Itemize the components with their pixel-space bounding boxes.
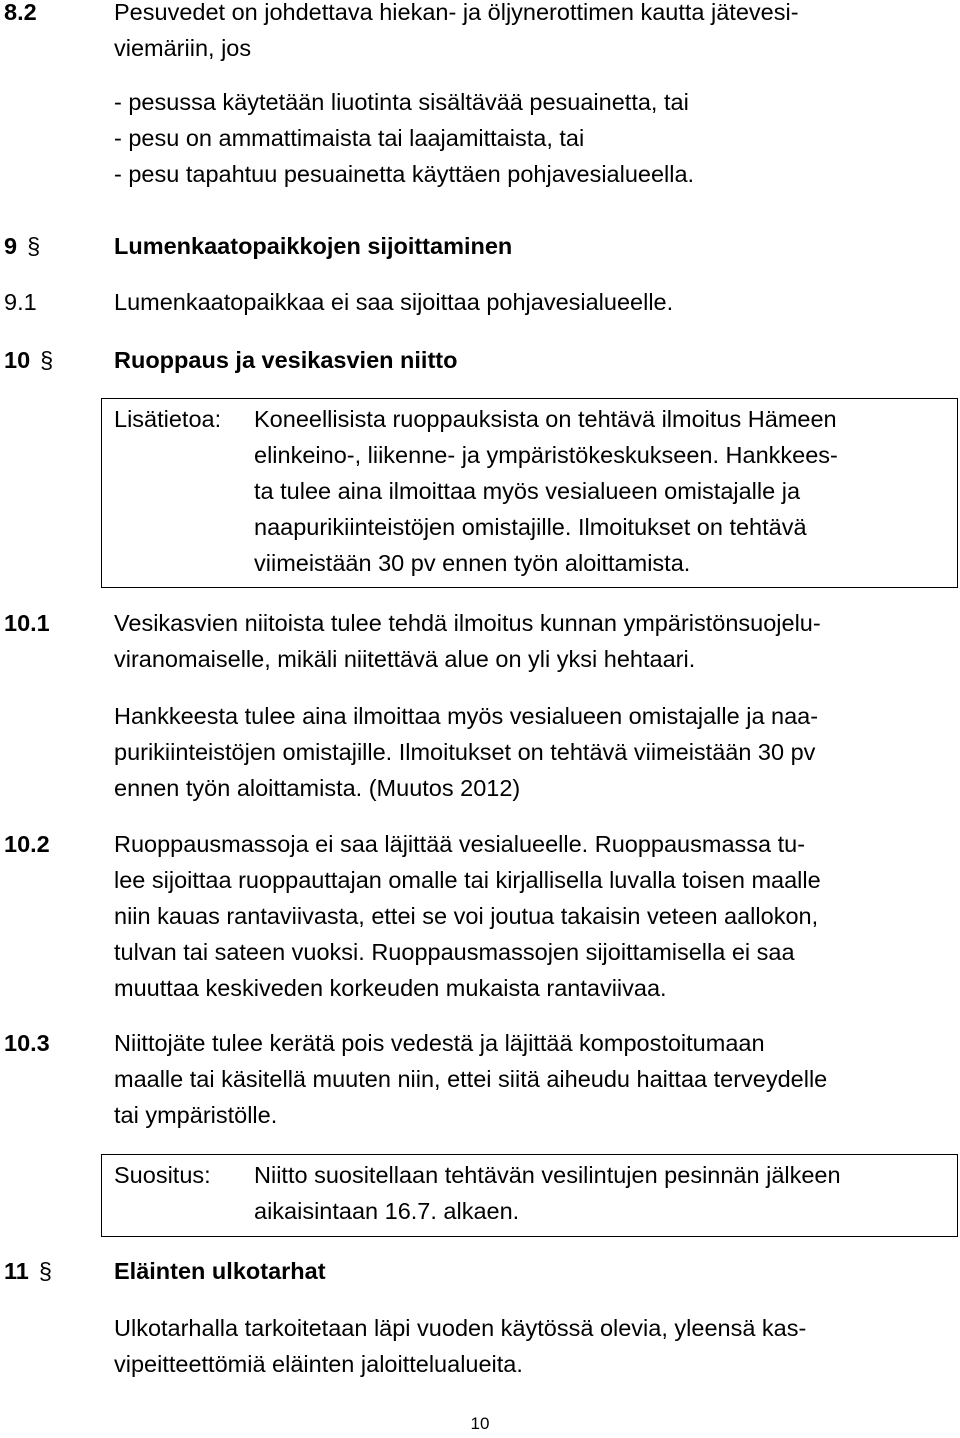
info-box-text xyxy=(254,401,939,581)
section-heading-number: 10 § xyxy=(4,342,53,378)
text-line: purikiinteistöjen omistajille. Ilmoitukset on tehtävä viimeistään 30 pv xyxy=(114,739,816,765)
section-heading-title: Ruoppaus ja vesikasvien niitto xyxy=(114,347,458,373)
text-line: Vesikasvien niitoista tulee tehdä ilmoitus kunnan ympäristönsuojelu- xyxy=(114,610,821,636)
text-line: maalle tai käsitellä muuten niin, ettei siitä aiheudu haittaa terveydelle xyxy=(114,1066,828,1092)
text-line: Niitto suositellaan tehtävän vesilintujen pesinnän jälkeen xyxy=(254,1162,841,1188)
page-number: 10 xyxy=(470,1414,490,1433)
text-line: muuttaa keskiveden korkeuden mukaista rantaviivaa. xyxy=(114,975,667,1001)
text-line: Ulkotarhalla tarkoitetaan läpi vuoden käytössä olevia, yleensä kas- xyxy=(114,1315,807,1341)
section-sign: § xyxy=(27,233,41,259)
section-heading-title: Eläinten ulkotarhat xyxy=(114,1258,326,1284)
text-line: Niittojäte tulee kerätä pois vedestä ja läjittää kompostoitumaan xyxy=(114,1030,765,1056)
section-heading-number: 9 § xyxy=(4,228,40,264)
section-heading-number: 11 § xyxy=(4,1253,52,1289)
text-line: Koneellisista ruoppauksista on tehtävä ilmoitus Hämeen xyxy=(254,406,837,432)
text-line: viemäriin, jos xyxy=(114,35,252,61)
text-line: viranomaiselle, mikäli niitettävä alue on yli yksi hehtaari. xyxy=(114,646,696,672)
section-10-3-text xyxy=(114,1025,938,1133)
section-number: 10.3 xyxy=(4,1030,50,1056)
text-line: Hankkeesta tulee aina ilmoittaa myös vesialueen omistajalle ja naa- xyxy=(114,703,819,729)
section-sign: § xyxy=(38,1258,52,1284)
section-number: 8.2 xyxy=(4,0,37,25)
recommendation-label: Suositus: xyxy=(114,1162,211,1188)
section-11-text xyxy=(114,1310,938,1382)
text-line: Pesuvedet on johdettava hiekan- ja öljynerottimen kautta jätevesi- xyxy=(114,0,799,25)
section-10-1-paragraph-2 xyxy=(114,698,938,806)
text-line: vipeitteettömiä eläinten jaloittelualueita. xyxy=(114,1351,523,1377)
text-line: tai ympäristölle. xyxy=(114,1102,278,1128)
text-line: lee sijoittaa ruoppauttajan omalle tai kirjallisella luvalla toisen maalle xyxy=(114,867,821,893)
list-item: - pesu tapahtuu pesuainetta käyttäen pohjavesialueella. xyxy=(114,161,695,187)
text-line: aikaisintaan 16.7. alkaen. xyxy=(254,1198,520,1224)
text-line: Ruoppausmassoja ei saa läjittää vesialueelle. Ruoppausmassa tu- xyxy=(114,831,806,857)
text-line: elinkeino-, liikenne- ja ympäristökeskukseen. Hankkees- xyxy=(254,442,838,468)
info-box xyxy=(101,398,958,588)
section-number: 9.1 xyxy=(4,289,37,315)
info-box-label: Lisätietoa: xyxy=(114,406,222,432)
section-10-2-text xyxy=(114,826,938,1006)
list-item: - pesu on ammattimaista tai laajamittaista, tai xyxy=(114,125,585,151)
text-line: ta tulee aina ilmoittaa myös vesialueen omistajalle ja xyxy=(254,478,801,504)
text-line: viimeistään 30 pv ennen työn aloittamista. xyxy=(254,550,691,576)
section-sign: § xyxy=(40,347,54,373)
section-heading-title: Lumenkaatopaikkojen sijoittaminen xyxy=(114,233,513,259)
section-10-1-text xyxy=(114,605,938,677)
text-line: naapurikiinteistöjen omistajille. Ilmoitukset on tehtävä xyxy=(254,514,807,540)
section-8-2-text xyxy=(114,0,938,66)
section-9-1-text: Lumenkaatopaikkaa ei saa sijoittaa pohjavesialueelle. xyxy=(114,289,674,315)
recommendation-text xyxy=(254,1157,939,1229)
section-number: 10.1 xyxy=(4,610,50,636)
text-line: niin kauas rantaviivasta, ettei se voi joutua takaisin veteen aallokon, xyxy=(114,903,819,929)
section-number: 10.2 xyxy=(4,831,50,857)
condition-list xyxy=(114,84,938,192)
text-line: ennen työn aloittamista. (Muutos 2012) xyxy=(114,775,521,801)
text-line: tulvan tai sateen vuoksi. Ruoppausmassojen sijoittamisella ei saa xyxy=(114,939,795,965)
list-item: - pesussa käytetään liuotinta sisältävää pesuainetta, tai xyxy=(114,89,689,115)
recommendation-box xyxy=(101,1154,958,1237)
